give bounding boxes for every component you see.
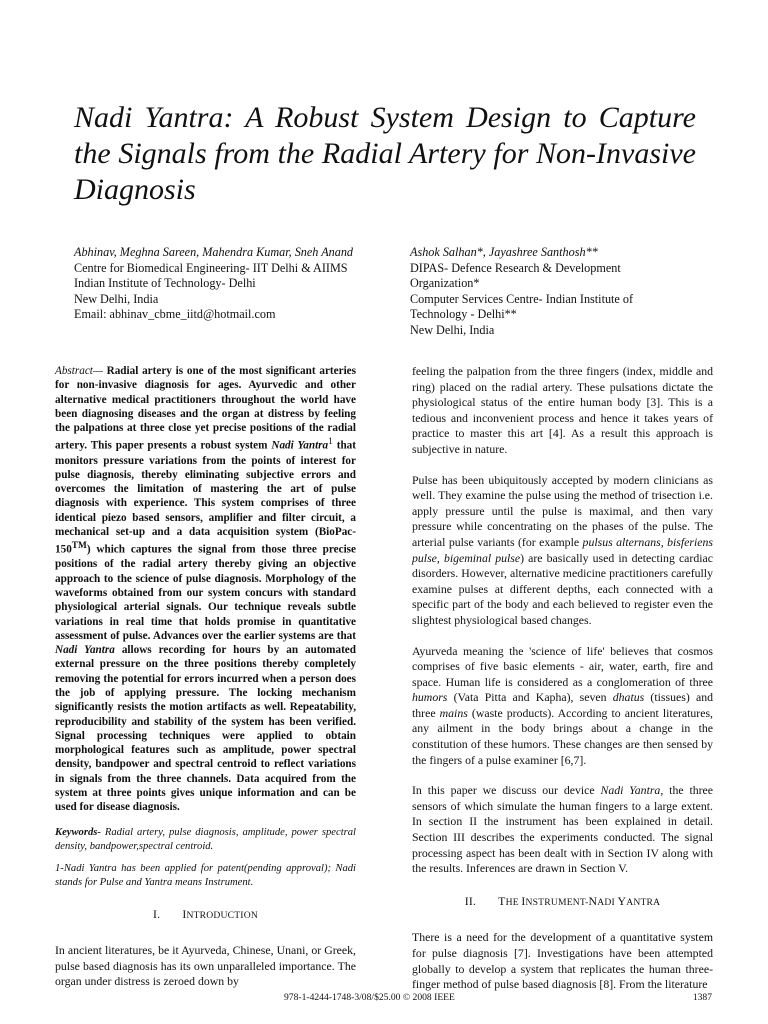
introduction-paragraph: In ancient literatures, be it Ayurveda, Chinese, Unani, or Greek, pulse based diagnosis has its own unparalleled importance. The organ under distress is zeroed down by <box>55 943 356 989</box>
footnote: 1-Nadi Yantra has been applied for patent(pending approval); Nadi stands for Pulse and Yantra means Instrument. <box>55 862 356 888</box>
keywords: Keywords- Radial artery, pulse diagnosis, amplitude, power spectral density, bandpower,spectral centroid. <box>55 826 356 852</box>
section-heading-introduction: I. INTRODUCTION <box>153 906 258 921</box>
section-heading-instrument: II. THE INSTRUMENT-NADI YANTRA <box>464 893 661 908</box>
affiliation-line: New Delhi, India <box>74 291 159 306</box>
author-names-left: Abhinav, Meghna Sareen, Mahendra Kumar, Sneh Anand <box>74 245 354 259</box>
body-paragraph: Pulse has been ubiquitously accepted by modern clinicians as well. They examine the pulse using the method of trisection i.e. apply pressure until the pulse is maximal, and then vary pressure while concentrating on the phases of the pulse. The arterial pulse variants (for example pulsus alternans, bisferiens pulse, bigeminal pulse) are basically used in detecting cardiac disorders. However, alternative medicine practitioners carefully examine pulses at different depths, each connected with a specific part of the body and each believed to register even the slightest physiological based changes. <box>412 472 713 627</box>
paper-title: Nadi Yantra: A Robust System Design to Capture the Signals from the Radial Artery for Non-Invasive Diagnosis <box>74 101 696 206</box>
affiliation-line: Technology - Delhi** <box>410 307 517 322</box>
right-column <box>412 364 713 993</box>
body-paragraph: There is a need for the development of a quantitative system for pulse diagnosis [7]. Investigations have been attempted globally to develop a system that replicates the human three-finger method of pulse based diagnosis [8]. From the literature <box>412 930 713 992</box>
abstract-label: Abstract— <box>55 365 103 377</box>
author-block-right <box>410 245 710 339</box>
left-column <box>55 364 356 990</box>
keywords-label: Keywords- <box>55 826 101 838</box>
body-paragraph: Ayurveda meaning the 'science of life' believes that cosmos comprises of five basic elements - air, water, earth, fire and space. Human life is considered as a conglomeration of three humors (Vata Pitta and Kapha), seven dhatus (tissues) and three mains (waste products). According to ancient literatures, any ailment in the body brings about a change in the constitution of these humors. These changes are then sensed by the fingers of a pulse examiner [6,7]. <box>412 643 713 767</box>
affiliation-line: DIPAS- Defence Research & Development <box>410 260 621 275</box>
body-paragraph: feeling the palpation from the three fingers (index, middle and ring) placed on the radial artery. These pulsations dictate the physiological status of the entire human body [3]. This is a tedious and inconvenient process and hence it takes years of practice to master this art [4]. As a result this approach is subjective in nature. <box>412 364 713 456</box>
page-number: 1387 <box>692 992 712 1003</box>
author-names-right: Ashok Salhan*, Jayashree Santhosh** <box>410 245 598 259</box>
body-paragraph: In this paper we discuss our device Nadi Yantra, the three sensors of which simulate the human fingers to a large extent. In section II the instrument has been explained in detail. Section III describes the experiments conducted. The signal processing aspect has been dealt with in Section IV along with the results. Inferences are drawn in Section V. <box>412 783 714 876</box>
abstract: Abstract— Radial artery is one of the most significant arteries for non-invasive diagnosis for ages. Ayurvedic and other alternative medical practitioners throughout the world have been diagnosing diseases and the organ at distress by feeling the palpations at three close yet precise positions of the radial artery. This paper presents a robust system Nadi Yantra$^1$ that monitors pressure variations from the points of interest for pulse diagnosis, thereby eliminating subjective errors and overcomes the limitation of mastering the art of pulse diagnosis with experience. This system comprises of three identical piezo based sensors, amplifier and filter circuit, a mechanical set-up and a data acquisition system (BioPac-150™) which captures the signal from those three precise positions of the radial artery thereby giving an objective approach to the science of pulse diagnosis. Morphology of the waveforms obtained from our system concurs with standard physiological arterial signals. Our technique reveals subtle variations in real time that holds promise in quantitative assessment of pulse. Advances over the earlier systems are that Nadi Yantra allows recording for hours by an automated external pressure on the three positions thereby completely removing the potential for errors incurred when a person does the job of applying pressure. The locking mechanism significantly resists the motion artifacts as well. Repeatability, reproducibility and stability of the system has been verified. Signal processing techniques were applied to obtain morphological features such as amplitude, power spectral density, bandpower and spectral centroid to reflect variations in signals from the three channels. Data acquired from the system at three points gives unique information and can be used for disease diagnosis. <box>55 365 356 814</box>
affiliation-line: Computer Services Centre- Indian Institute of <box>410 291 634 306</box>
affiliation-line: Indian Institute of Technology- Delhi <box>74 276 256 291</box>
affiliation-line: Organization* <box>410 276 480 291</box>
affiliation-line: Centre for Biomedical Engineering- IIT Delhi & AIIMS <box>74 260 348 275</box>
affiliation-line: New Delhi, India <box>410 322 495 337</box>
author-block-left <box>74 245 374 323</box>
copyright-footer: 978-1-4244-1748-3/08/$25.00 © 2008 IEEE <box>284 992 455 1003</box>
author-email: Email: abhinav_cbme_iitd@hotmail.com <box>74 307 276 322</box>
